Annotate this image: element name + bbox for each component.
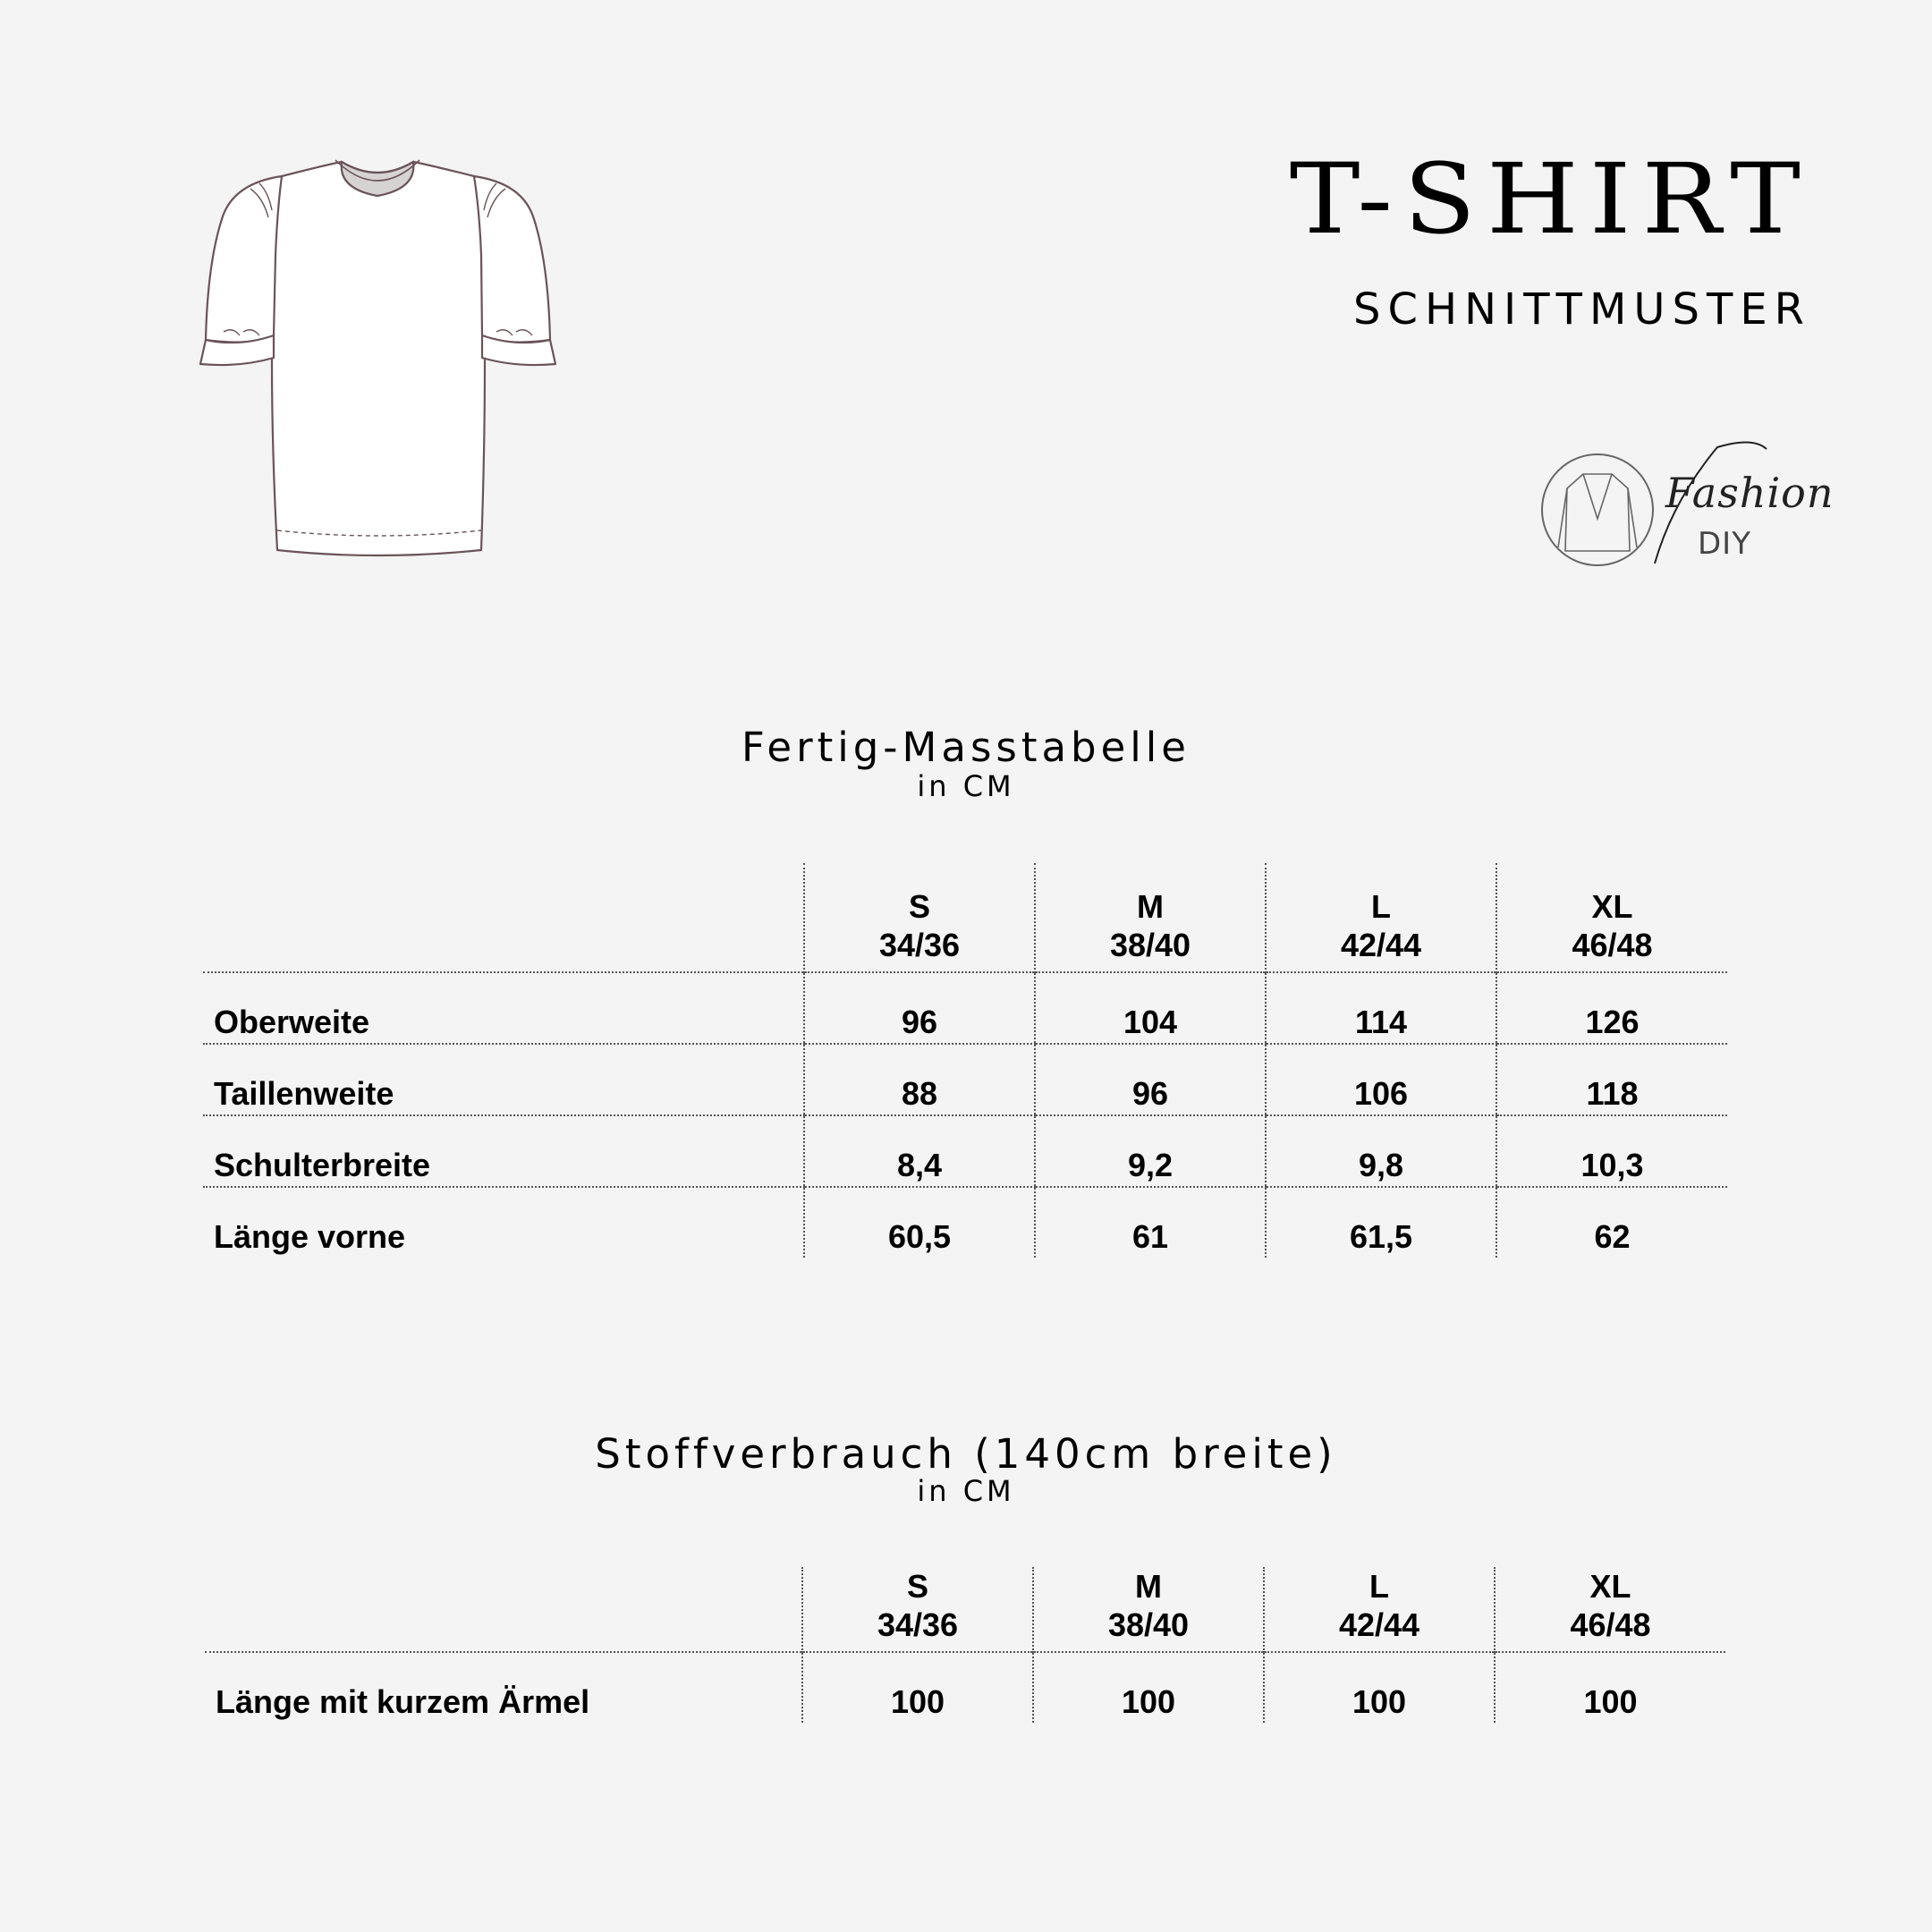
row-label: Länge vorne xyxy=(214,1218,406,1255)
table-cell: 126 xyxy=(1496,972,1727,1044)
size-range: 42/44 xyxy=(1340,927,1422,963)
measurements-title: Fertig-Masstabelle xyxy=(741,724,1191,771)
row-label: Länge mit kurzem Ärmel xyxy=(216,1683,590,1720)
table-row xyxy=(203,1044,1727,1115)
table-cell: 61 xyxy=(1035,1187,1266,1258)
row-label: Taillenweite xyxy=(203,1044,804,1115)
fabric-title: Stoffverbrauch (140cm breite) xyxy=(595,1430,1337,1478)
brand-logo xyxy=(1530,429,1835,572)
table-cell: 100 xyxy=(1033,1652,1264,1723)
measurements-table xyxy=(203,863,1727,1258)
table-row xyxy=(203,1187,1727,1258)
size-header-l xyxy=(1266,863,1496,972)
fabric-unit: in CM xyxy=(917,1474,1015,1508)
size-label: L xyxy=(1369,1568,1389,1605)
size-header-xl xyxy=(1496,863,1727,972)
table-cell: 88 xyxy=(804,1044,1035,1115)
size-label: M xyxy=(1135,1568,1162,1605)
size-label: S xyxy=(908,888,930,925)
table-cell: 10,3 xyxy=(1496,1115,1727,1187)
size-range: 34/36 xyxy=(878,927,961,963)
size-range: 38/40 xyxy=(1107,1606,1190,1643)
page-title: T-SHIRT xyxy=(1289,141,1811,256)
size-label: S xyxy=(906,1568,928,1605)
size-header-s xyxy=(802,1567,1033,1652)
table-cell: 118 xyxy=(1496,1044,1727,1115)
size-label: M xyxy=(1137,888,1164,925)
size-label: L xyxy=(1371,888,1391,925)
fabric-table xyxy=(205,1567,1725,1723)
table-cell: 9,2 xyxy=(1035,1115,1266,1187)
table-row xyxy=(205,1652,1725,1723)
row-label: Oberweite xyxy=(203,972,804,1044)
table-row xyxy=(203,1115,1727,1187)
table-row xyxy=(203,972,1727,1044)
table-cell: 114 xyxy=(1266,972,1496,1044)
table-cell: 100 xyxy=(802,1652,1033,1723)
logo-word: Fashion xyxy=(1665,469,1835,517)
table-cell: 62 xyxy=(1496,1187,1727,1258)
size-label: XL xyxy=(1589,1568,1631,1605)
size-header-xl xyxy=(1495,1567,1725,1652)
row-label: Schulterbreite xyxy=(203,1115,804,1187)
size-label: XL xyxy=(1591,888,1633,925)
size-range: 34/36 xyxy=(877,1606,959,1643)
size-header-m xyxy=(1033,1567,1264,1652)
table-cell: 8,4 xyxy=(804,1115,1035,1187)
header-blank-cell xyxy=(205,1567,802,1652)
table-cell: 61,5 xyxy=(1266,1187,1496,1258)
table-cell: 104 xyxy=(1035,972,1266,1044)
size-header-s xyxy=(804,863,1035,972)
logo-sub: DIY xyxy=(1698,526,1751,562)
size-range: 46/48 xyxy=(1572,927,1653,963)
table-cell: 96 xyxy=(1035,1044,1266,1115)
table-cell: 60,5 xyxy=(804,1187,1035,1258)
table-header-row xyxy=(205,1567,1725,1652)
table-cell: 100 xyxy=(1495,1652,1725,1723)
size-range: 38/40 xyxy=(1109,927,1191,963)
measurements-unit: in CM xyxy=(917,769,1015,803)
header-blank-cell xyxy=(203,863,804,972)
size-range: 42/44 xyxy=(1338,1606,1420,1643)
size-range: 46/48 xyxy=(1570,1606,1651,1643)
table-cell: 106 xyxy=(1266,1044,1496,1115)
table-cell: 9,8 xyxy=(1266,1115,1496,1187)
t-shirt-illustration xyxy=(197,157,559,568)
table-cell: 96 xyxy=(804,972,1035,1044)
table-cell: 100 xyxy=(1264,1652,1495,1723)
table-header-row xyxy=(203,863,1727,972)
page-subtitle: SCHNITTMUSTER xyxy=(1353,284,1811,335)
size-header-m xyxy=(1035,863,1266,972)
size-header-l xyxy=(1264,1567,1495,1652)
